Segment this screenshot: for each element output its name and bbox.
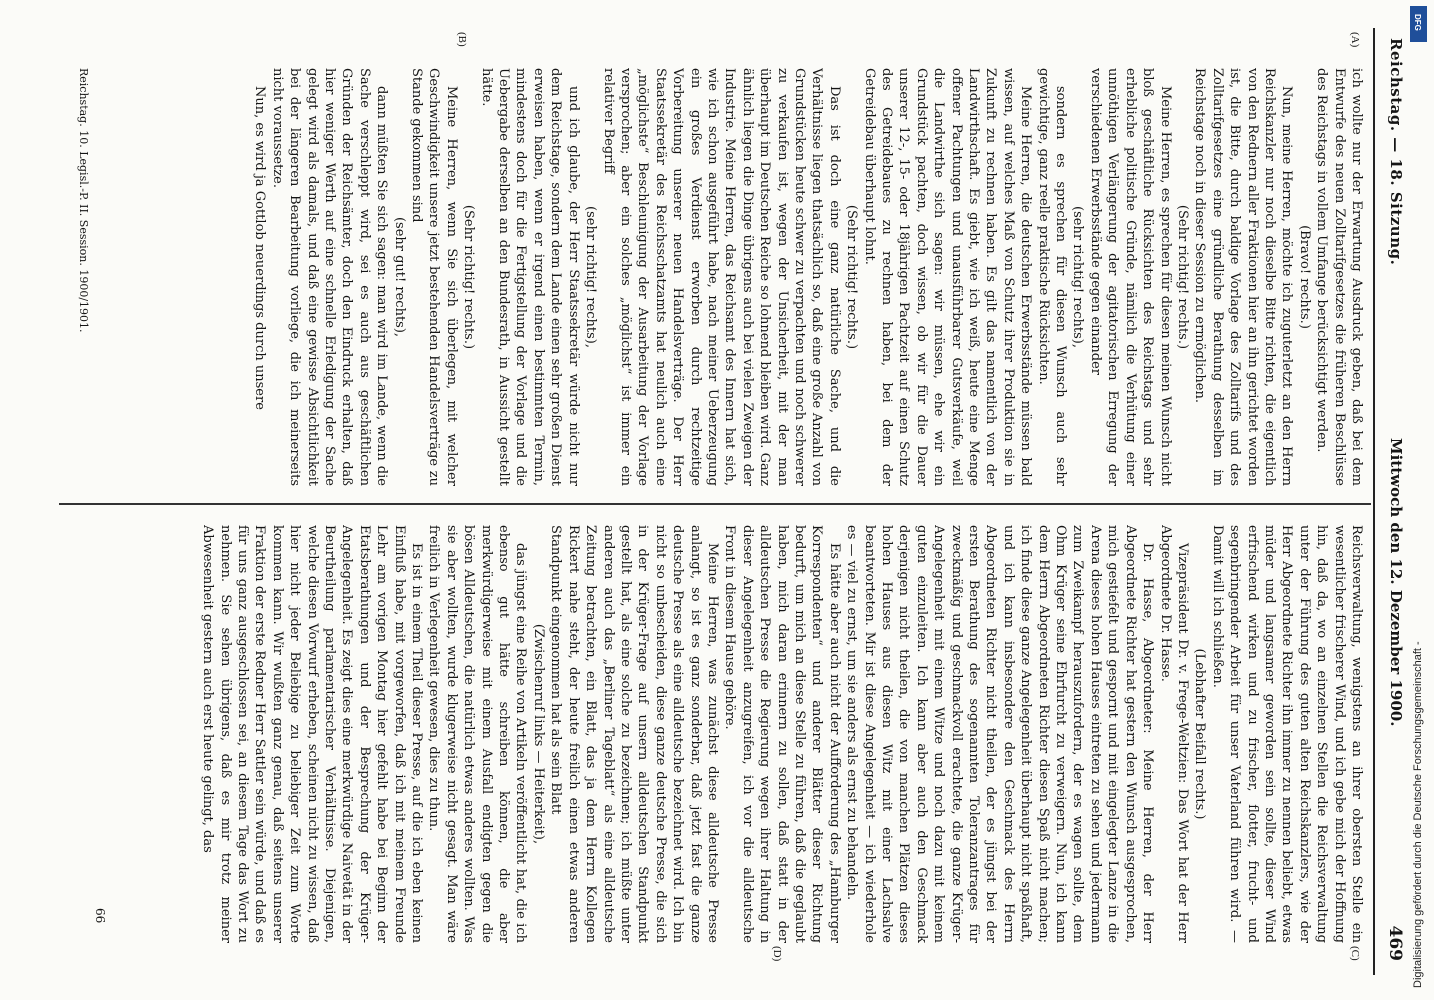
paragraph: ich wollte nur der Erwartung Ausdruck geben, daß bei dem Entwurfe des neuen Zolltarifgesetzes die früheren Beschlüsse des Reichstags in vollem Umfange berücksichtigt werden.: [1314, 68, 1364, 486]
paragraph: Das ist doch eine ganz natürliche Sache, und die Verhältnisse liegen thatsächlich so, daß eine große Anzahl von Grundstücken heute schwer zu verpachten und noch schwerer zu verkaufen ist, wegen der Unsicherheit, mit der man überhaupt im Deutschen Reiche so lohnend bleiben wird. Ganz ähnlich liegen die Dinge übrigens auch bei vielen Zweigen der Industrie. Meine Herren, das Reichsamt des Innern hat sich, wie ich schon ausgeführt habe, nach meiner Ueberzeugung ein großes Verdienst erworben durch rechtzeitige Vorbereitung unserer neuen Handelsverträge. Der Herr Staatssekretär des Reichsschatzamts hat neulich auch eine „möglichste“ Beschleunigung der Ausarbeitung der Vorlage versprochen; aber ein solches „möglichst“ ist immer ein relativer Begriff: [600, 68, 842, 486]
header-rule: [1373, 28, 1375, 975]
margin-mark-d: (D): [771, 946, 783, 962]
rotated-newspaper-page: [53, 28, 1423, 975]
margin-mark-c: (C): [1349, 946, 1361, 961]
header-date: Mittwoch den 12. Dezember 1900.: [1387, 438, 1405, 727]
paragraph: das jüngst eine Reihe von Artikeln veröffentlicht hat, die ich ebenso gut hätte schreiben können, die aber merkwürdigerweise mit einem Ausfall endigten gegen die bösen Alldeutschen, die natürlich etwas anderes wollten. Was sie aber wollten, wurde klugerweise nicht gesagt. Man wäre freilich in Verlegenheit gewesen, dies zu thun.: [426, 525, 529, 943]
paragraph: dann müßten Sie sich sagen: man wird im Lande, wenn die Sache verschleppt wird, sei es auch aus geschäftlichen Gründen der Reichsämter, doch den Eindruck erhalten, daß hier weniger Werth auf eine schnelle Erledigung der Sache gelegt wird als damals, und daß eine gewisse Absichtlichkeit bei der längeren Bearbeitung vorliege, die ich meinerseits nicht voraussetze.: [269, 68, 390, 486]
interjection: (Zwischenruf links — Heiterkeit),: [530, 623, 546, 845]
paragraph: Meine Herren, wenn Sie sich überlegen, mit welcher Geschwindigkeit unsere jetzt bestehenden Handelsverträge zu Stande gekommen sind: [409, 68, 459, 486]
margin-mark-a: (A): [1349, 32, 1361, 48]
page-number: 469: [1385, 925, 1405, 961]
paragraph: Nun, meine Herren, möchte ich zuguterletzt an den Herrn Reichskanzler nur noch dieselbe Bitte richten, die eigentlich von den Rednern aller Fraktionen hier an ihn gerichtet worden ist, die Bitte, durch baldige Vorlage des Zolltarifs und des Zolltarifgesetzes eine gründliche Berathung desselben im Reichstage noch in dieser Session zu ermöglichen.: [1192, 68, 1295, 486]
interjection: (Bravo! rechts.): [1296, 225, 1312, 329]
paragraph: Reichsverwaltung, wenigstens an ihrer obersten Stelle ein wesentlicher frischerer Wind, und ich gebe mich der Hoffnung hin, daß da, wo an einzelnen Stellen die Reichsverwaltung unter der Führung des guten alten Reichskanzlers, wie der Herr Abgeordnete Richter ihn immer zu nennen beliebt, etwas müder und langsamer geworden sein sollte, dieser Wind erfrischend wirken und zu frischer, flotter, frucht- und segenbringender Arbeit für unser Vaterland führen wird. — Damit will ich schließen.: [1209, 525, 1364, 943]
signature-mark: 66: [93, 908, 107, 924]
paragraph: und ich glaube, der Herr Staatssekretär würde nicht nur dem Reichstage, sondern dem Lande einen sehr großen Dienst erweisen haben, wenn er irgend einen bestimmten Termin, mindestens doch für die Fertigstellung der Vorlage und die Uebergabe derselben an den Bundesrath, in Aussicht gestellt hätte.: [478, 68, 581, 486]
interjection: (Sehr richtig! rechts.): [1174, 204, 1190, 350]
interjection: (sehr gut! rechts),: [391, 216, 407, 338]
header-left: Reichstag. — 18. Sitzung.: [1387, 38, 1405, 266]
interjection: (Sehr richtig! rechts.): [461, 204, 477, 350]
paragraph: sondern es sprechen für diesen Wunsch auch sehr gewichtige, ganz reelle praktische Rücksichten.: [1035, 68, 1069, 486]
paragraph: Meine Herren, die deutschen Erwerbsstände müssen bald wissen, auf welches Maß von Schutz ihrer Produktion sie in Zukunft zu rechnen haben. Es gilt das namentlich von der Landwirthschaft. Es giebt, wie ich weiß, heute eine Menge offener Pachtungen und unausführbarer Gutsverkäufe, weil die Landwirthe sich sagen: wir müssen, ehe wir ein Grundstück pachten, doch wissen, ob wir für die Dauer unserer 12-, 15- oder 18jährigen Pachtzeit auf einen Schutz des Getreidebaues zu rechnen haben, bei dem der Getreidebau überhaupt lohnt.: [861, 68, 1034, 486]
dfg-logo: DFG: [1410, 6, 1427, 42]
credit-text: Digitalisierung gefördert durch die Deutsche Forschungsgemeinschaft -: [1412, 641, 1424, 988]
right-column: [123, 525, 1365, 943]
interjection: (Lebhafter Beifall rechts.): [1192, 648, 1208, 820]
interjection: (Sehr richtig! rechts.): [844, 204, 860, 350]
paragraph: Es hätte aber auch nicht der Aufforderung des „Hamburger Korrespondenten“ und anderer Blätter dieser Richtung bedurft, um mich an diese Stelle zu führen, daß die geglaubt haben, mich daran erinnern zu sollen, daß statt in der alldeutschen Presse die Regierung wegen ihrer Haltung in dieser Angelegenheit anzugreifen, ich vor die alldeutsche Front in diesem Hause gehöre.: [722, 525, 842, 943]
paragraph: Vizepräsident Dr. v. Frege-Weltzien: Das Wort hat der Herr Abgeordnete Dr. Hasse.: [1157, 525, 1190, 943]
paragraph: Meine Herren, es sprechen für diesen meinen Wunsch nicht bloß geschäftliche Rücksichten des Reichstags und sehr erhebliche politische Gründe, nämlich die Verhütung einer unnöthigen Verlängerung der agitatorischen Erregung der verschiedenen Erwerbsstände gegen einander: [1087, 68, 1173, 486]
left-column: [123, 68, 1365, 486]
digitization-credit: [1408, 0, 1430, 1000]
paragraph: Nun, es wird ja Gottlob neuerdings durch unsere: [252, 86, 268, 410]
paragraph: Es ist in einem Theil dieser Presse, auf die ich eben keinen Einfluß habe, mit vorgeworfen, daß ich mit meinem Freunde Lehr am vorigen Montag hier gefehlt habe bei Beginn der Etatsberathungen und der Besprechung der Krüger-Angelegenheit. Es zeigt dies eine merkwürdige Naivetät in der Beurtheilung parlamentarischer Verhältnisse. Diejenigen, welche diesen Vorwurf erheben, scheinen nicht zu wissen, daß hier nicht jeder Beliebige zu beliebiger Zeit zum Worte kommen kann. Wir wußten ganz genau, daß seitens unserer Fraktion der erste Redner Herr Sattler sein würde, und daß es für uns ganz ausgeschlossen sei, an diesem Tage das Wort zu nehmen. Sie sehen übrigens, daß es mir trotz meiner Abwesenheit gestern auch erst heute gelingt, das: [200, 525, 425, 943]
interjection: (sehr richtig! rechts),: [583, 206, 599, 348]
page-footer: Reichstag. 10. Legisl.-P. II. Session. 1900/1901.: [77, 68, 90, 333]
paragraph: Meine Herren, was zunächst diese alldeutsche Presse anlangt, so ist es ganz sonderbar, daß jetzt fast die ganze deutsche Presse als eine alldeutsche bezeichnet wird. Ich bin nicht so unbescheiden, diese ganze deutsche Presse, die sich in der Krüger-Frage auf unsern alldeutschen Standpunkt gestellt hat, als eine solche zu bezeichnen; ich müßte unter anderen auch das „Berliner Tageblatt“ als eine alldeutsche Zeitung betrachten, ein Blatt, das ja dem Herrn Kollegen Rickert nahe steht, der heute freilich einen etwas anderen Standpunkt eingenommen hat als sein Blatt: [548, 525, 720, 943]
margin-mark-b: (B): [456, 32, 468, 47]
paragraph: Dr. Hasse, Abgeordneter: Meine Herren, der Herr Abgeordnete Richter hat gestern den Wunsch ausgesprochen, mich gestiefelt und gespornt und mit eingelegter Lanze in die Arena dieses hohen Hauses eintreten zu sehen und jedermann zum Zweikampf herauszufordern, der es wagen sollte, dem Ohm Krüger seine Ehrfurcht zu verweigern. Nun, ich kann dem Herrn Abgeordneten Richter diesen Spaß nicht machen; ich finde diese ganze Angelegenheit überhaupt nicht spaßhaft, und ich kann insbesondere den Geschmack des Herrn Abgeordneten Richter nicht theilen, der es jüngst bei der ersten Berathung des sogenannten Toleranzantrages für zweckmäßig und geschmackvoll erachtete, die ganze Krüger-Angelegenheit mit einem Witze und noch dazu mit keinem guten einzuleiten. Ich kann aber auch den Geschmack derjenigen nicht theilen, die von manchen Plätzen dieses hohen Hauses aus diesen Witz mit einer Lachsalve beantworteten. Mir ist diese Angelegenheit — ich wiederhole es — viel zu ernst, um sie anders als ernst zu behandeln.: [844, 525, 1156, 943]
page-frame: [53, 28, 1423, 975]
interjection: (sehr richtig! rechts),: [1070, 206, 1086, 348]
column-divider: [59, 503, 1371, 505]
